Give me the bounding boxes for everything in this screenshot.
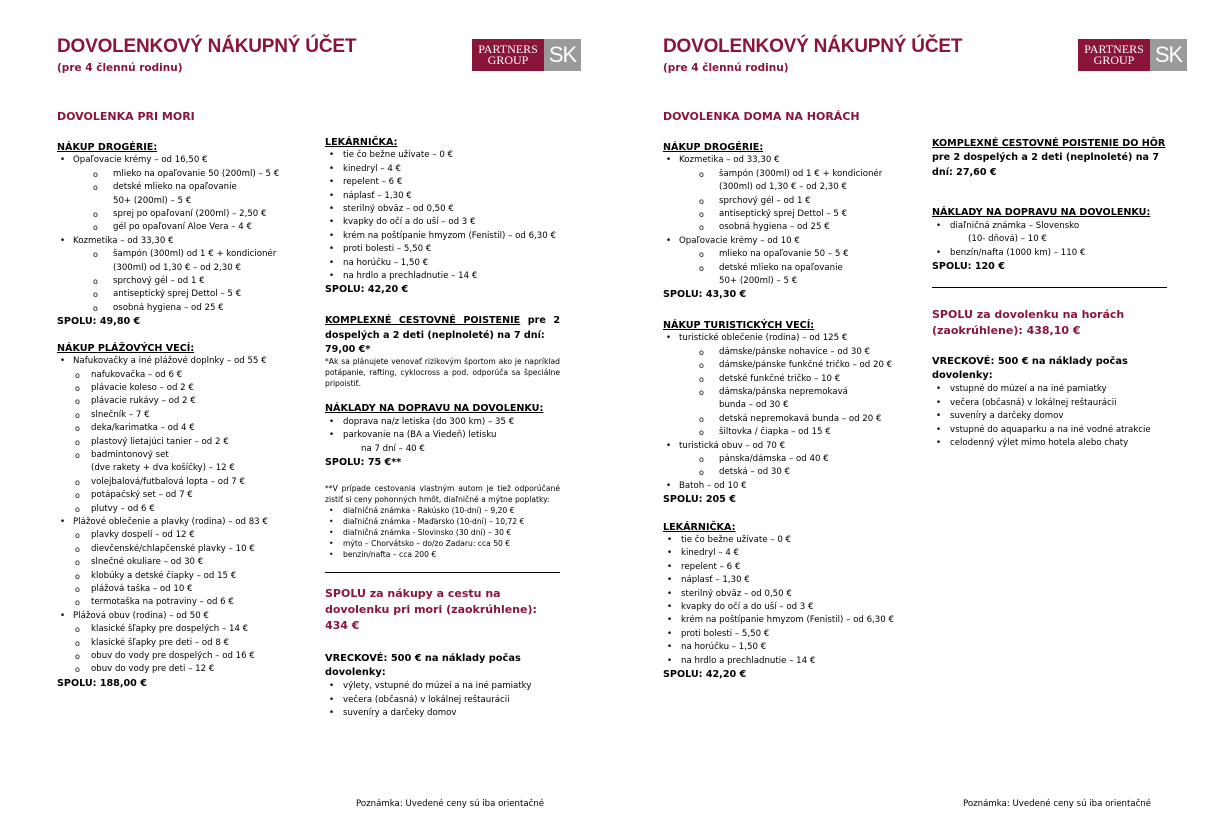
list-item: o šampón (300ml) od 1 € + kondicionér	[57, 248, 307, 261]
list-item: (10- dňová) – 10 €	[968, 234, 1047, 245]
list-item: (300ml) od 1,30 € – od 2,30 €	[113, 262, 241, 273]
list-item: o detská – od 30 €	[663, 466, 913, 479]
page-title: DOVOLENKOVÝ NÁKUPNÝ ÚČET	[57, 36, 357, 57]
right-column	[325, 136, 560, 721]
list-item: • turistické oblečenie (rodina) – od 125 € o dámske/pánske nohavice – od 30 € o dámske/pánske funkčné tričko – od 20 € o detské funkčné tričko – 10 € o dámska/pánska nepremokavá bunda – od 30 € o detská nepremokavá bunda – od 20 € o šiltovka / čiapka – od 15 €	[663, 332, 913, 439]
list-item: o antiseptický sprej Dettol – 5 €	[57, 288, 307, 301]
list-item: o detské funkčné tričko – 10 €	[663, 373, 913, 386]
list-item: o klasické šľapky pre dospelých – 14 €	[57, 623, 307, 636]
drogeria-total: SPOLU: 49,80 €	[57, 316, 141, 328]
poistenie-block: KOMPLEXNÉ CESTOVNÉ POISTENIE pre 2 dospelých a 2 deti (neplnoleté) na 7 dní:	[325, 314, 560, 341]
list-item: • benzín/nafta – cca 200 €	[325, 549, 560, 560]
list-item: • na horúčku – 1,50 €	[663, 641, 913, 654]
left-column	[663, 141, 913, 681]
list-item: • na horúčku – 1,50 €	[325, 257, 560, 270]
list-item: o detské mlieko na opaľovanie	[57, 181, 307, 194]
page-title: DOVOLENKOVÝ NÁKUPNÝ ÚČET	[663, 36, 963, 57]
section-title: DOVOLENKA DOMA NA HORÁCH	[663, 110, 860, 123]
poistenie-price: 79,00 €*	[325, 343, 371, 355]
list-item: o plážová taška – od 10 €	[57, 583, 307, 596]
list-item: • vstupné do aquaparku a na iné vodné atrakcie	[932, 424, 1167, 437]
list-item: o sprchový gél – od 1 €	[57, 275, 307, 288]
list-item: • Opaľovacie krémy – od 16,50 € o mlieko na opaľovanie 50 (200ml) – 5 € o detské mlieko na opaľovanie 50+ (200ml) – 5 € o sprej po opaľovaní (200ml) – 2,50 € o gél po opaľovaní Aloe Vera – 4 €	[57, 154, 307, 234]
left-column	[57, 141, 307, 690]
list-item: • Kozmetika – od 33,30 € o šampón (300ml) od 1 € + kondicionér (300ml) od 1,30 € – od 2,30 € o sprchový gél – od 1 € o antiseptický sprej Dettol – 5 € o osobná hygiena – od 25 €	[663, 154, 913, 234]
list-item: • diaľničná známka - Rakúsko (10-dní) – 9,20 €	[325, 505, 560, 516]
list-item: o badmintonový set	[57, 449, 307, 462]
list-item: • tie čo bežne užívate – 0 €	[325, 149, 560, 162]
poistenie-heading: KOMPLEXNÉ CESTOVNÉ POISTENIE DO HÔR	[932, 138, 1166, 149]
list-item: o dievčenské/chlapčenské plavky – 10 €	[57, 543, 307, 556]
turisticke-total: SPOLU: 205 €	[663, 494, 736, 506]
list-item: o plutvy – od 6 €	[57, 503, 307, 516]
list-item: o plávacie rukávy – od 2 €	[57, 395, 307, 408]
list-item: • výlety, vstupné do múzeí a na iné pamiatky	[325, 680, 560, 693]
list-item: • náplasť – 1,30 €	[325, 190, 560, 203]
list-item: o termotaška na potraviny – od 6 €	[57, 596, 307, 609]
list-item: o dámske/pánske funkčné tričko – od 20 €	[663, 359, 913, 372]
plazove-total: SPOLU: 188,00 €	[57, 677, 147, 689]
list-item: • doprava na/z letiska (do 300 km) – 35 €	[325, 416, 560, 429]
lekarnicka-list	[325, 149, 560, 283]
partners-group-logo: PARTNERS GROUP SK	[472, 39, 581, 71]
drogeria-list	[663, 154, 913, 288]
list-item: • repelent – 6 €	[325, 176, 560, 189]
list-item: o obuv do vody pre deti – 12 €	[57, 663, 307, 676]
list-item: o slnečník – 7 €	[57, 409, 307, 422]
total-summary: SPOLU za nákupy a cestu na dovolenku pri mori (zaokrúhlene): 434 €	[325, 587, 537, 633]
doprava-total: SPOLU: 120 €	[932, 261, 1005, 273]
list-item: • diaľničná známka – Slovensko	[932, 220, 1167, 233]
list-item: (dve rakety + dva košíčky) – 12 €	[91, 463, 235, 474]
doprava-list	[325, 416, 560, 456]
list-item: 50+ (200ml) – 5 €	[113, 195, 192, 206]
vreckove-heading: VRECKOVÉ: 500 € na náklady počas dovolenky:	[932, 356, 1128, 382]
list-item: o gél po opaľovaní Aloe Vera – 4 €	[57, 221, 307, 234]
total-summary: SPOLU za dovolenku na horách (zaokrúhlene): 438,10 €	[932, 308, 1125, 338]
footer-note: Poznámka: Uvedené ceny sú iba orientačné	[356, 799, 545, 809]
list-item: • parkovanie na (BA a Viedeň) letisku	[325, 429, 560, 442]
list-item: (300ml) od 1,30 € – od 2,30 €	[719, 182, 847, 193]
list-item: • Batoh – od 10 €	[663, 480, 913, 493]
list-item: o potápačský set – od 7 €	[57, 489, 307, 502]
list-item: • kinedryl – 4 €	[325, 163, 560, 176]
list-item: o šampón (300ml) od 1 € + kondicionér	[663, 168, 913, 181]
list-item: o detská nepremokavá bunda – od 20 €	[663, 413, 913, 426]
drogeria-heading: NÁKUP DROGÉRIE:	[663, 142, 764, 153]
page-subtitle: (pre 4 člennú rodinu)	[57, 62, 183, 74]
list-item: na 7 dní – 40 €	[361, 443, 425, 454]
list-item: o šiltovka / čiapka – od 15 €	[663, 426, 913, 439]
lekarnicka-heading: LEKÁRNIČKA:	[325, 137, 398, 148]
vreckove-heading: VRECKOVÉ: 500 € na náklady počas dovolenky:	[325, 653, 521, 679]
list-item: • krém na poštípanie hmyzom (Fenistil) – od 6,30 €	[663, 614, 913, 627]
doprava-heading: NÁKLADY NA DOPRAVU NA DOVOLENKU:	[932, 207, 1151, 219]
doprava-list	[932, 220, 1167, 260]
list-item: o slnečné okuliare – od 30 €	[57, 556, 307, 569]
lekarnicka-list	[663, 534, 913, 668]
doprava-total: SPOLU: 75 €**	[325, 456, 402, 468]
list-item: • náplasť – 1,30 €	[663, 574, 913, 587]
list-item: o plávacie koleso – od 2 €	[57, 382, 307, 395]
list-item: o osobná hygiena – od 25 €	[663, 221, 913, 234]
list-item: • proti bolesti – 5,50 €	[663, 628, 913, 641]
list-item: • Kozmetika – od 33,30 € o šampón (300ml) od 1 € + kondicionér (300ml) od 1,30 € – od 2,30 € o sprchový gél – od 1 € o antiseptický sprej Dettol – 5 € o osobná hygiena – od 25 €	[57, 235, 307, 315]
list-item: o nafukovačka – od 6 €	[57, 369, 307, 382]
auto-note: **V prípade cestovania vlastným autom je tiež odporúčané zistiť si ceny pohonných hmôt, diaľničné a mýtne poplatky:	[325, 484, 560, 505]
lekarnicka-heading: LEKÁRNIČKA:	[663, 521, 736, 533]
list-item: o dámska/pánska nepremokavá	[663, 386, 913, 399]
list-item: 50+ (200ml) – 5 €	[719, 276, 798, 287]
drogeria-total: SPOLU: 43,30 €	[663, 289, 747, 301]
list-item: o plavky dospelí – od 12 €	[57, 529, 307, 542]
vreckove-list	[325, 680, 560, 720]
turisticke-heading: NÁKUP TURISTICKÝCH VECÍ:	[663, 319, 815, 331]
list-item: o mlieko na opaľovanie 50 – 5 €	[663, 248, 913, 261]
list-item: o detské mlieko na opaľovanie	[663, 262, 913, 275]
list-item: • na hrdlo a prechladnutie – 14 €	[663, 655, 913, 668]
list-item: • suveníry a darčeky domov	[932, 410, 1167, 423]
list-item: • sterilný obväz – od 0,50 €	[325, 203, 560, 216]
list-item: o sprchový gél – od 1 €	[663, 195, 913, 208]
right-column	[932, 137, 1167, 450]
partners-group-logo: PARTNERS GROUP SK	[1078, 39, 1187, 71]
list-item: • Opaľovacie krémy – od 10 € o mlieko na opaľovanie 50 – 5 € o detské mlieko na opaľovanie 50+ (200ml) – 5 €	[663, 235, 913, 289]
doprava-heading: NÁKLADY NA DOPRAVU NA DOVOLENKU:	[325, 403, 544, 415]
list-item: o dámske/pánske nohavice – od 30 €	[663, 346, 913, 359]
list-item: • na hrdlo a prechladnutie – 14 €	[325, 270, 560, 283]
list-item: o obuv do vody pre dospelých – od 16 €	[57, 650, 307, 663]
footer-note: Poznámka: Uvedené ceny sú iba orientačné	[963, 799, 1152, 809]
list-item: • repelent – 6 €	[663, 561, 913, 574]
list-item: o deka/karimatka – od 4 €	[57, 422, 307, 435]
list-item: • sterilný obväz – od 0,50 €	[663, 588, 913, 601]
list-item: • kinedryl – 4 €	[663, 547, 913, 560]
list-item: • diaľničná známka - Slovinsko (30 dní) – 30 €	[325, 527, 560, 538]
list-item: bunda – od 30 €	[719, 400, 789, 411]
vreckove-list	[932, 383, 1167, 450]
drogeria-list	[57, 154, 307, 315]
list-item: • Nafukovačky a iné plážové doplnky – od 55 € o nafukovačka – od 6 € o plávacie koleso – od 2 € o plávacie rukávy – od 2 € o slnečník – 7 € o deka/karimatka – od 4 € o plastový lietajúci tanier – od 2 € o badmintonový set (dve rakety + dva košíčky) – 12 € o volejbalová/futbalová lopta – od 7 € o potápačský set – od 7 € o plutvy – od 6 €	[57, 355, 307, 516]
list-item: • celodenný výlet mimo hotela alebo chaty	[932, 437, 1167, 450]
list-item: • benzín/nafta (1000 km) – 110 €	[932, 247, 1167, 260]
list-item: • kvapky do očí a do uší – od 3 €	[325, 216, 560, 229]
turisticke-list	[663, 332, 913, 493]
list-item: o pánska/dámska – od 40 €	[663, 453, 913, 466]
list-item: o klobúky a detské čiapky – od 15 €	[57, 570, 307, 583]
page-subtitle: (pre 4 člennú rodinu)	[663, 62, 789, 74]
auto-list	[325, 505, 560, 560]
list-item: • mýto – Chorvátsko – do/zo Zadaru: cca 50 €	[325, 538, 560, 549]
list-item: • diaľničná známka - Maďarsko (10-dní) – 10,72 €	[325, 516, 560, 527]
list-item: • turistická obuv – od 70 € o pánska/dámska – od 40 € o detská – od 30 €	[663, 440, 913, 480]
list-item: • krém na poštípanie hmyzom (Fenistil) – od 6,30 €	[325, 230, 560, 243]
list-item: • suveníry a darčeky domov	[325, 707, 560, 720]
list-item: o osobná hygiena – od 25 €	[57, 302, 307, 315]
list-item: • večera (občasná) v lokálnej reštaurácii	[325, 694, 560, 707]
list-item: • Plážová obuv (rodina) – od 50 € o klasické šľapky pre dospelých – 14 € o klasické šľapky pre deti – od 8 € o obuv do vody pre dospelých – od 16 € o obuv do vody pre deti – 12 €	[57, 610, 307, 677]
list-item: • večera (občasná) v lokálnej reštaurácii	[932, 397, 1167, 410]
list-item: o klasické šľapky pre deti – od 8 €	[57, 637, 307, 650]
plazove-list	[57, 355, 307, 677]
list-item: o volejbalová/futbalová lopta – od 7 €	[57, 476, 307, 489]
list-item: • tie čo bežne užívate – 0 €	[663, 534, 913, 547]
list-item: o mlieko na opaľovanie 50 (200ml) – 5 €	[57, 168, 307, 181]
page-right	[604, 0, 1208, 833]
lekarnicka-total: SPOLU: 42,20 €	[325, 284, 409, 296]
plazove-heading: NÁKUP PLÁŽOVÝCH VECÍ:	[57, 342, 195, 354]
drogeria-heading: NÁKUP DROGÉRIE:	[57, 142, 158, 153]
lekarnicka-total: SPOLU: 42,20 €	[663, 669, 747, 681]
list-item: o plastový lietajúci tanier – od 2 €	[57, 436, 307, 449]
poistenie-note: *Ak sa plánujete venovať rizikovým športom ako je napríklad potápanie, rafting, cyklocross a pod. odporúča sa špeciálne pripoistiť.	[325, 357, 560, 389]
list-item: • proti bolesti – 5,50 €	[325, 243, 560, 256]
list-item: • kvapky do očí a do uší – od 3 €	[663, 601, 913, 614]
poistenie-text: pre 2 dospelých a 2 deti (neplnoleté) na 7 dní: 27,60 €	[932, 152, 1160, 179]
section-title: DOVOLENKA PRI MORI	[57, 110, 195, 123]
list-item: o sprej po opaľovaní (200ml) – 2,50 €	[57, 208, 307, 221]
list-item: o antiseptický sprej Dettol – 5 €	[663, 208, 913, 221]
list-item: • vstupné do múzeí a na iné pamiatky	[932, 383, 1167, 396]
list-item: • Plážové oblečenie a plavky (rodina) – od 83 € o plavky dospelí – od 12 € o dievčenské/chlapčenské plavky – 10 € o slnečné okuliare – od 30 € o klobúky a detské čiapky – od 15 € o plážová taška – od 10 € o termotaška na potraviny – od 6 €	[57, 516, 307, 610]
